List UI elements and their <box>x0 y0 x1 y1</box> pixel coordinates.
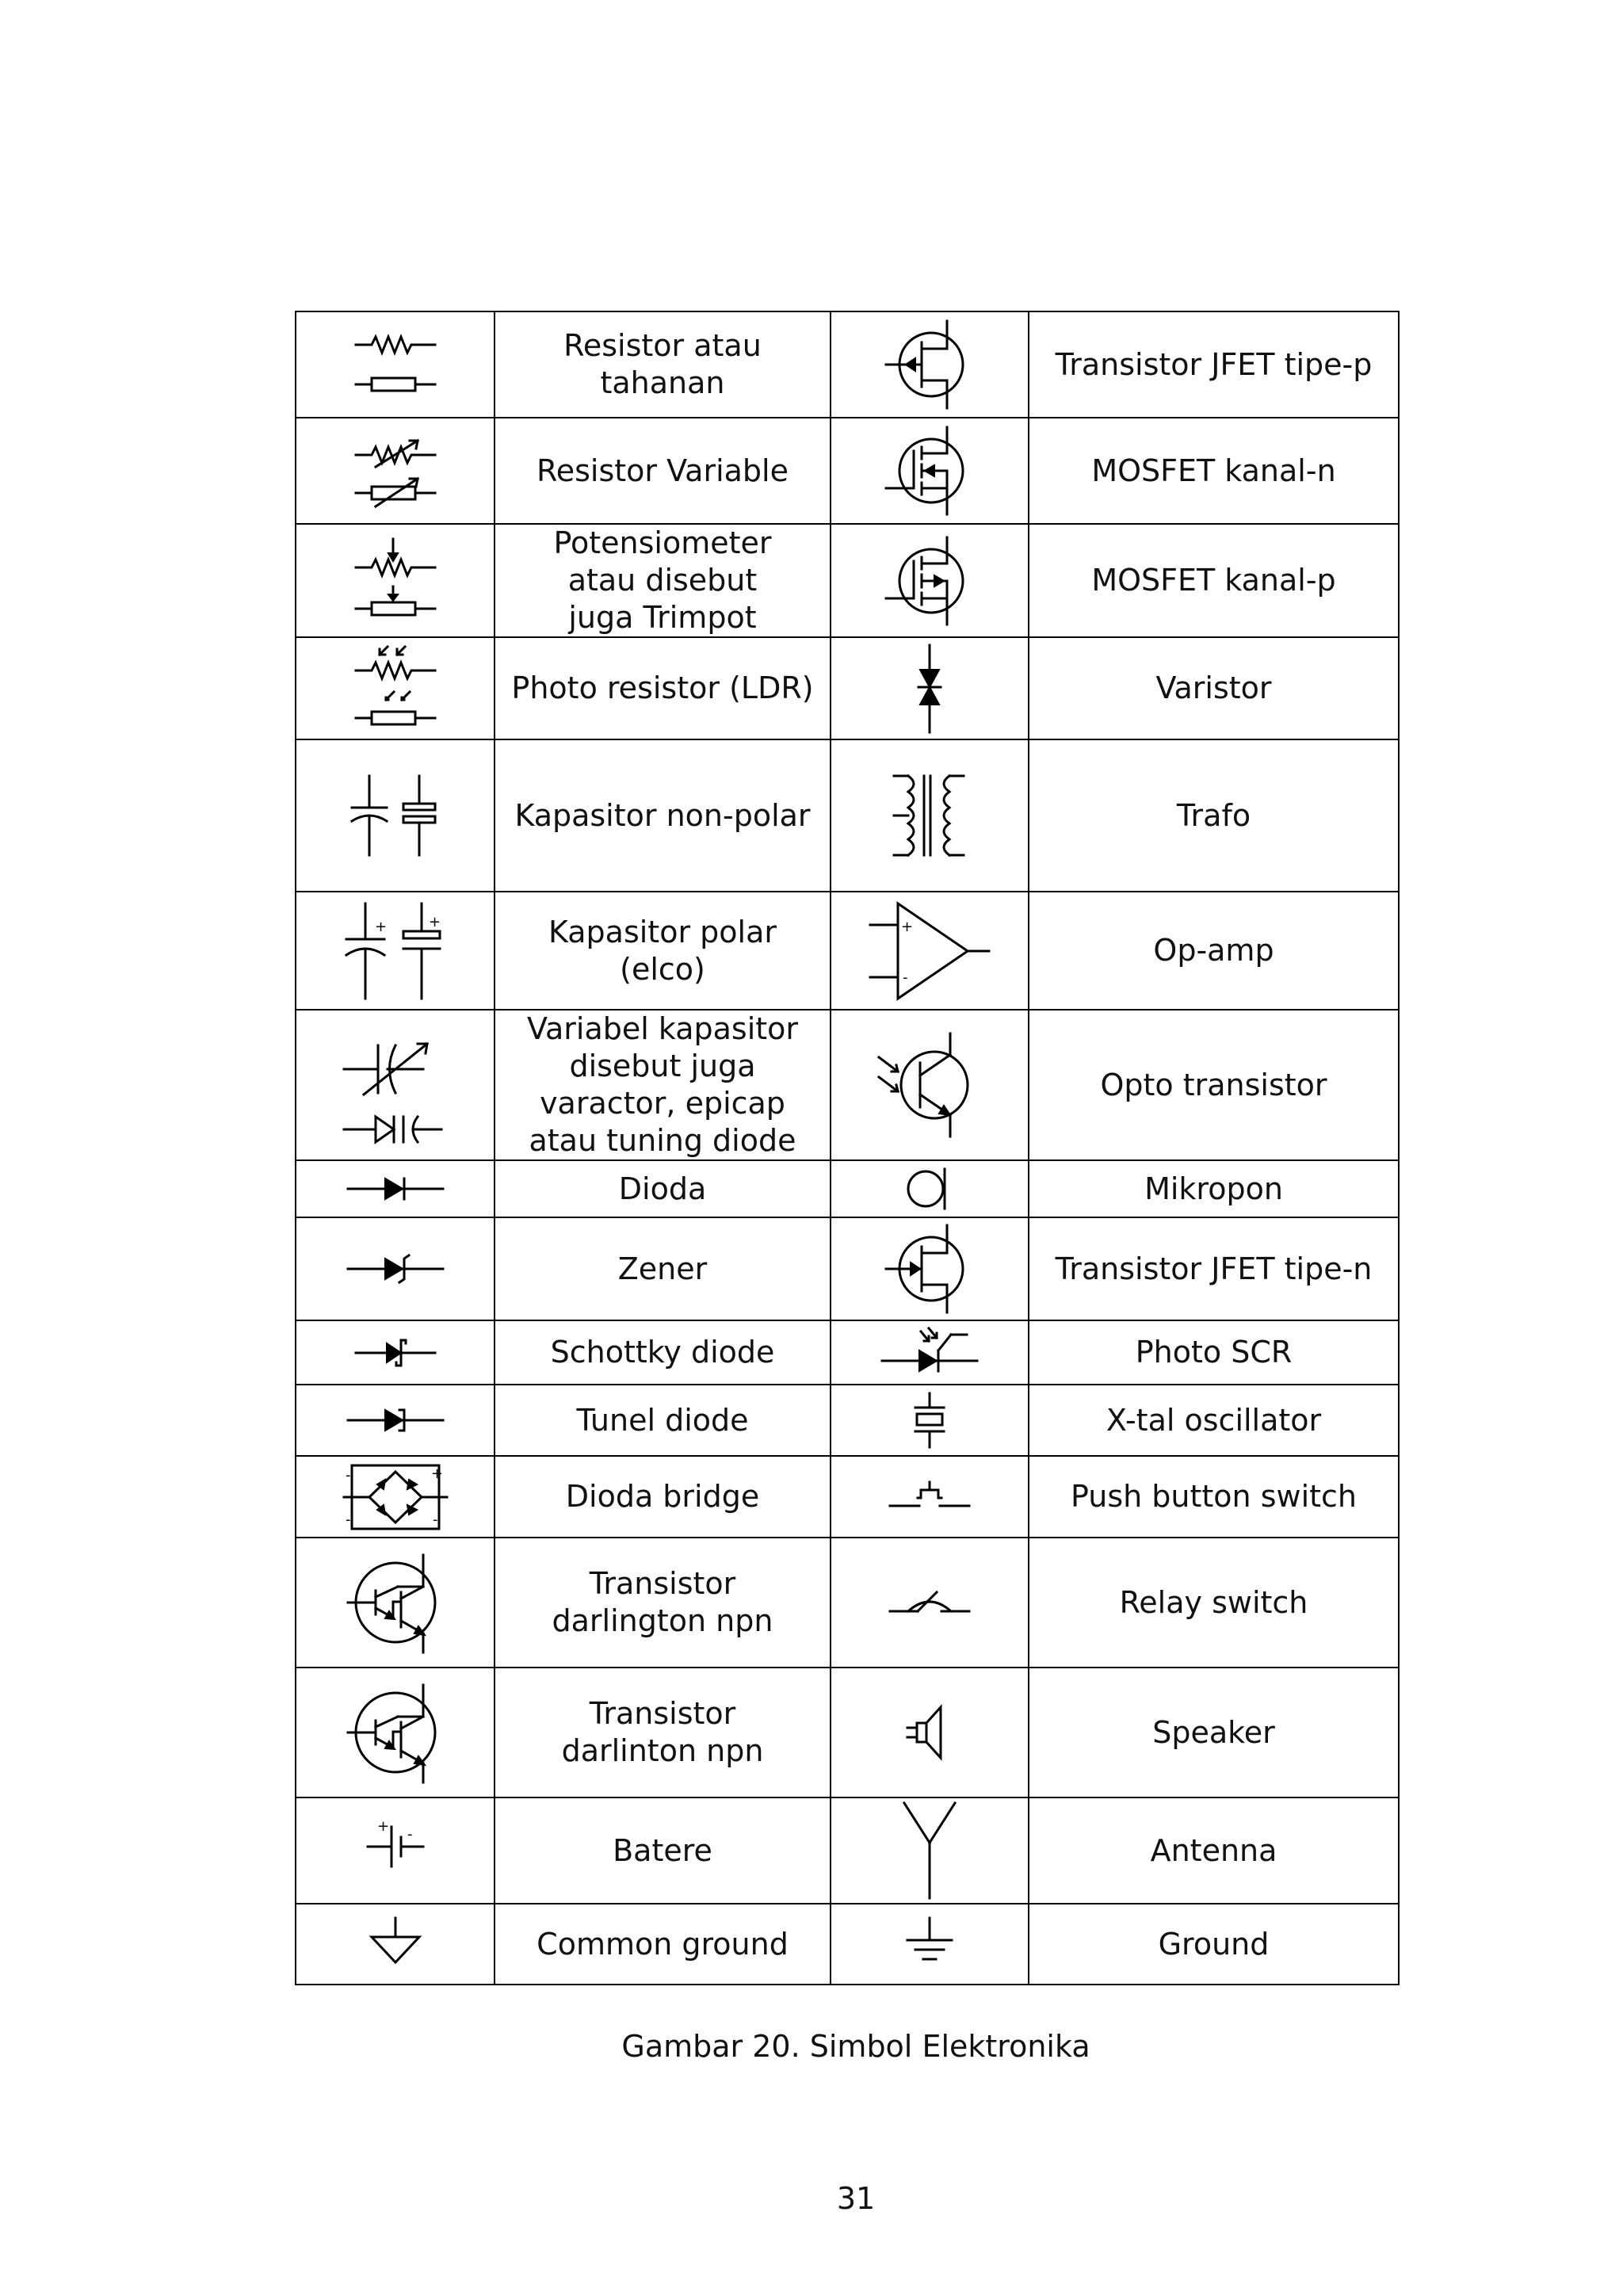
symbol-cell <box>296 739 495 892</box>
symbol-label: Trafo <box>1029 739 1399 892</box>
table-row <box>296 1538 1399 1668</box>
symbol-cell <box>831 1385 1029 1456</box>
symbol-label: Mikropon <box>1029 1160 1399 1217</box>
darlington-icon <box>344 1551 447 1654</box>
bridge-terminal-mark: + <box>430 1465 443 1482</box>
symbol-cell <box>296 311 495 418</box>
capacitor-nonpolar-icon <box>344 772 447 859</box>
symbol-label <box>495 1010 831 1160</box>
mosfet-n-icon <box>882 423 977 518</box>
schottky-icon <box>352 1335 439 1370</box>
svg-text:+: + <box>901 918 914 935</box>
symbol-cell <box>296 1320 495 1385</box>
bridge-terminal-mark: - <box>432 1511 437 1528</box>
symbol-cell <box>296 1538 495 1668</box>
symbol-label: Resistor atau tahanan <box>495 311 831 418</box>
symbol-label: Relay switch <box>1029 1538 1399 1668</box>
table-row <box>296 1668 1399 1797</box>
table-row <box>296 1160 1399 1217</box>
opamp-icon <box>866 900 993 1003</box>
jfet-p-icon <box>882 317 977 412</box>
tunnel-diode-icon <box>344 1400 447 1440</box>
symbol-label: Antenna <box>1029 1797 1399 1904</box>
svg-text:+: + <box>428 913 441 930</box>
symbol-label-text: Potensiometer atau disebut juga Trimpot <box>553 525 772 635</box>
push-button-icon <box>886 1477 973 1517</box>
symbol-label: Photo resistor (LDR) <box>495 637 831 739</box>
speaker-icon <box>906 1701 953 1764</box>
photoresistor-icon <box>348 643 443 734</box>
symbol-label: Schottky diode <box>495 1320 831 1385</box>
symbol-label-text: Transistor darlington npn <box>552 1566 773 1638</box>
symbol-label: Kapasitor non-polar <box>495 739 831 892</box>
table-row <box>296 1456 1399 1538</box>
capacitor-polar-icon <box>340 900 451 1003</box>
table-row <box>296 1797 1399 1904</box>
symbol-cell <box>831 1010 1029 1160</box>
symbol-cell <box>296 1160 495 1217</box>
symbol-cell <box>831 1320 1029 1385</box>
symbol-label <box>495 1668 831 1797</box>
symbol-cell <box>831 739 1029 892</box>
potentiometer-icon <box>348 537 443 625</box>
symbol-cell <box>831 1904 1029 1985</box>
bridge-terminal-mark: - <box>345 1466 350 1484</box>
symbol-cell <box>831 637 1029 739</box>
symbol-cell <box>296 524 495 637</box>
resistor-icon <box>348 325 443 404</box>
symbol-cell <box>831 418 1029 524</box>
page-number: 31 <box>836 2181 876 2216</box>
mosfet-p-icon <box>882 533 977 628</box>
symbol-label <box>495 524 831 637</box>
jfet-n-icon <box>882 1221 977 1316</box>
diode-icon <box>344 1169 447 1209</box>
symbol-label: MOSFET kanal-p <box>1029 524 1399 637</box>
symbol-cell <box>296 1010 495 1160</box>
symbol-label: Varistor <box>1029 637 1399 739</box>
table-row <box>296 637 1399 739</box>
symbol-cell <box>296 1217 495 1320</box>
table-row <box>296 524 1399 637</box>
symbol-label: Transistor JFET tipe-p <box>1029 311 1399 418</box>
symbol-cell <box>296 1456 495 1538</box>
symbol-cell <box>296 1797 495 1904</box>
table-row <box>296 311 1399 418</box>
common-ground-icon <box>364 1916 427 1972</box>
symbol-cell <box>296 637 495 739</box>
symbol-label: Photo SCR <box>1029 1320 1399 1385</box>
crystal-icon <box>906 1392 953 1449</box>
symbol-label: Transistor JFET tipe-n <box>1029 1217 1399 1320</box>
symbol-label: Speaker <box>1029 1668 1399 1797</box>
symbol-label-text: Transistor darlinton npn <box>561 1696 764 1768</box>
symbol-label <box>495 1538 831 1668</box>
symbol-label: Ground <box>1029 1904 1399 1985</box>
figure-caption: Gambar 20. Simbol Elektronika <box>621 2029 1090 2064</box>
symbol-label: Dioda <box>495 1160 831 1217</box>
symbol-label: Tunel diode <box>495 1385 831 1456</box>
svg-text:+: + <box>376 1818 389 1835</box>
bridge-terminal-mark: - <box>345 1511 350 1528</box>
svg-text:-: - <box>407 1826 412 1843</box>
symbol-cell <box>831 1538 1029 1668</box>
symbol-cell <box>296 1668 495 1797</box>
symbol-cell <box>831 524 1029 637</box>
battery-icon <box>360 1807 431 1894</box>
symbol-label: Resistor Variable <box>495 418 831 524</box>
table-row <box>296 418 1399 524</box>
phototransistor-icon <box>874 1030 985 1140</box>
microphone-icon <box>902 1165 957 1213</box>
ground-icon <box>898 1916 961 1972</box>
symbol-label: Opto transistor <box>1029 1010 1399 1160</box>
variable-resistor-icon <box>348 431 443 510</box>
symbol-cell <box>831 1456 1029 1538</box>
relay-switch-icon <box>886 1583 973 1622</box>
symbol-label: Zener <box>495 1217 831 1320</box>
symbol-cell <box>831 1668 1029 1797</box>
transformer-icon <box>886 772 973 859</box>
diode-bridge-icon <box>344 1461 447 1534</box>
symbol-label: Push button switch <box>1029 1456 1399 1538</box>
symbol-label: Common ground <box>495 1904 831 1985</box>
symbol-cell <box>296 1385 495 1456</box>
table-row <box>296 1320 1399 1385</box>
symbol-cell <box>296 1904 495 1985</box>
table-row <box>296 1217 1399 1320</box>
symbol-label-text: Variabel kapasitor disebut juga varactor, epicap atau tuning diode <box>526 1011 799 1158</box>
table-row <box>296 1010 1399 1160</box>
antenna-icon <box>898 1799 961 1902</box>
variable-capacitor-icon <box>340 1022 451 1148</box>
table-row <box>296 739 1399 892</box>
symbol-label: Batere <box>495 1797 831 1904</box>
svg-text:-: - <box>903 968 908 986</box>
symbol-label: Op-amp <box>1029 892 1399 1010</box>
symbol-cell <box>831 311 1029 418</box>
zener-icon <box>344 1249 447 1289</box>
svg-text:+: + <box>374 918 387 935</box>
photo-scr-icon <box>878 1325 981 1381</box>
symbol-label: Kapasitor polar (elco) <box>495 892 831 1010</box>
symbol-cell <box>296 418 495 524</box>
darlington-icon <box>344 1681 447 1784</box>
symbol-label: X-tal oscillator <box>1029 1385 1399 1456</box>
symbol-label: Dioda bridge <box>495 1456 831 1538</box>
varistor-icon <box>898 641 961 736</box>
table-row <box>296 892 1399 1010</box>
symbol-cell <box>831 1217 1029 1320</box>
table-row <box>296 1904 1399 1985</box>
symbol-cell <box>831 892 1029 1010</box>
symbol-table <box>295 311 1400 1985</box>
symbol-label: MOSFET kanal-n <box>1029 418 1399 524</box>
symbol-cell <box>296 892 495 1010</box>
table-row <box>296 1385 1399 1456</box>
symbol-cell <box>831 1160 1029 1217</box>
symbol-cell <box>831 1797 1029 1904</box>
